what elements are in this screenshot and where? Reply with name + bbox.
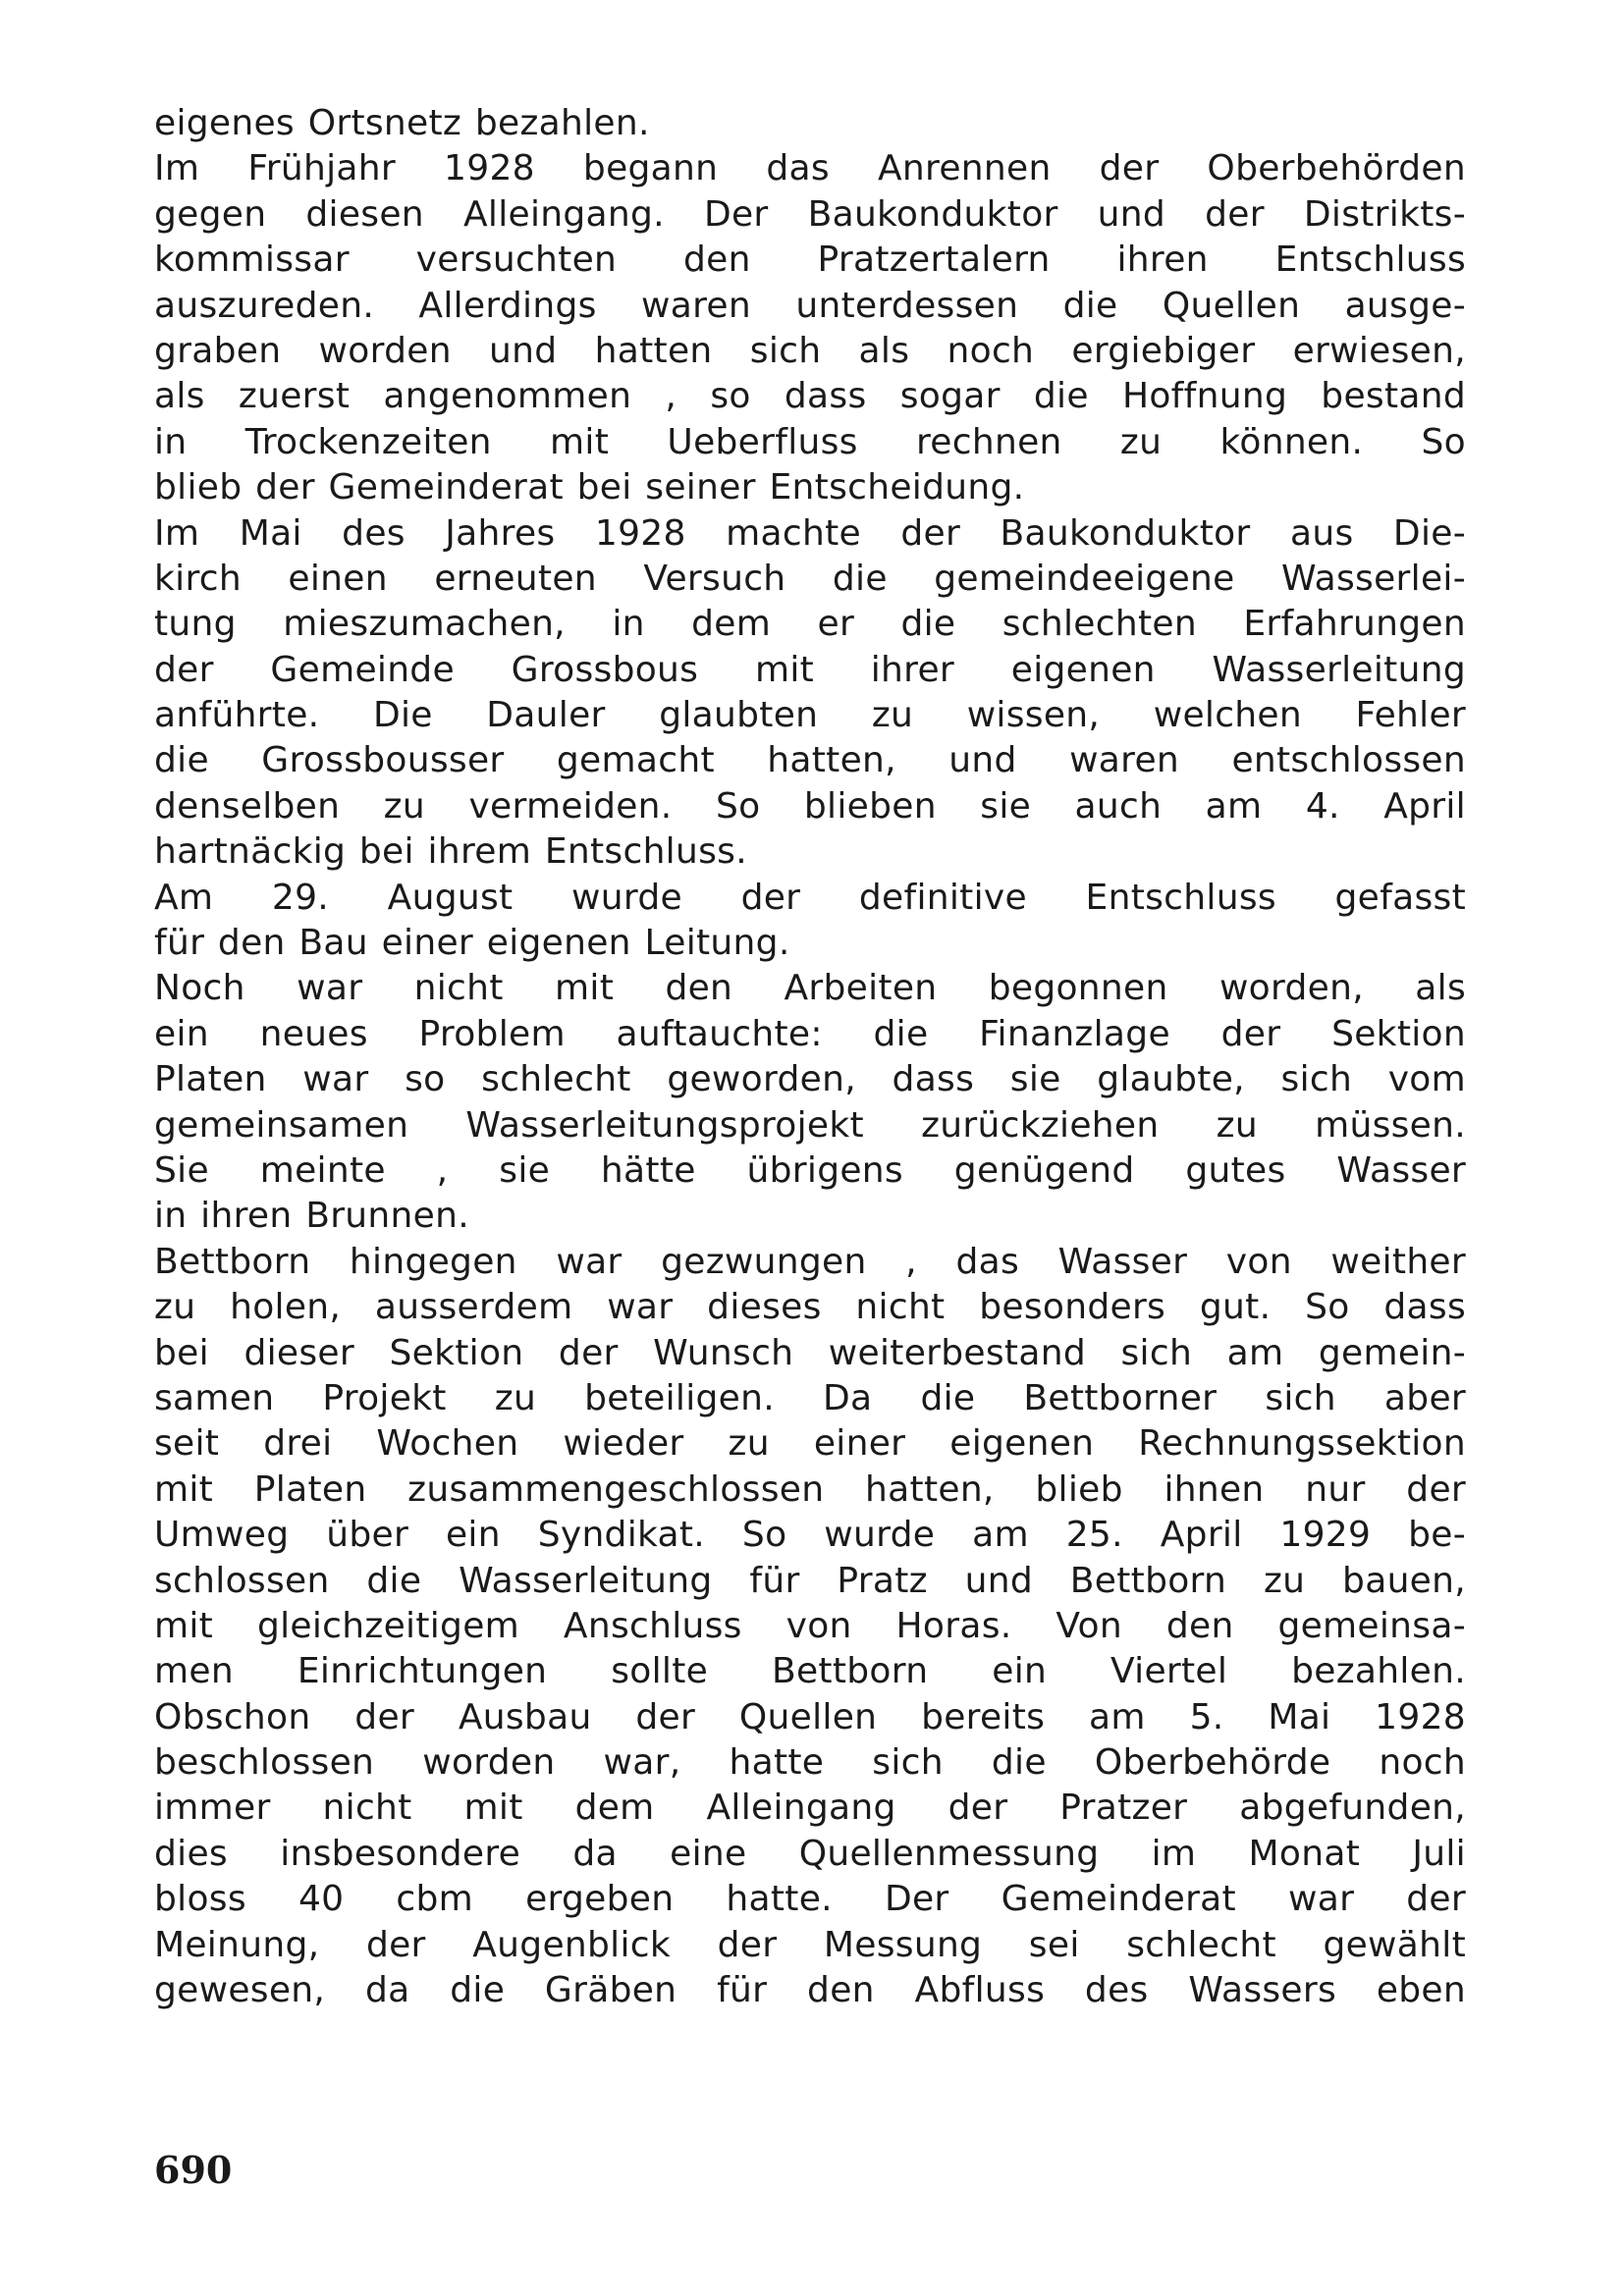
text-line: kommissar versuchten den Pratzertalern ihren Entschluss [154,240,1466,281]
text-line: Platen war so schlecht geworden, dass sie glaubte, sich vom [154,1059,1466,1100]
text-line: gegen diesen Alleingang. Der Baukonduktor und der Distrikts- [154,193,1466,235]
text-line: anführte. Die Dauler glaubten zu wissen, welchen Fehler [154,695,1466,736]
text-line: denselben zu vermeiden. So blieben sie auch am 4. April [154,785,1466,827]
body-text [154,101,1466,2013]
text-line: mit gleichzeitigem Anschluss von Horas. Von den gemeinsa- [154,1605,1466,1646]
page-number: 690 [154,2148,233,2192]
text-line: als zuerst angenommen , so dass sogar die Hoffnung bestand [154,376,1466,417]
text-line: bei dieser Sektion der Wunsch weiterbestand sich am gemein- [154,1332,1466,1373]
text-line: eigenes Ortsnetz bezahlen. [154,103,650,143]
text-line: dies insbesondere da eine Quellenmessung im Monat Juli [154,1833,1466,1874]
text-line: Noch war nicht mit den Arbeiten begonnen worden, als [154,968,1466,1009]
text-line: für den Bau einer eigenen Leitung. [154,923,790,964]
text-line: Im Frühjahr 1928 begann das Anrennen der Oberbehörden [154,148,1466,189]
text-line: hartnäckig bei ihrem Entschluss. [154,831,747,873]
text-line: in ihren Brunnen. [154,1196,469,1237]
text-line: graben worden und hatten sich als noch ergiebiger erwiesen, [154,330,1466,371]
text-line: blieb der Gemeinderat bei seiner Entscheidung. [154,467,1025,508]
text-line: gemeinsamen Wasserleitungsprojekt zurückziehen zu müssen. [154,1104,1466,1146]
text-line: immer nicht mit dem Alleingang der Pratzer abgefunden, [154,1788,1466,1829]
text-line: auszureden. Allerdings waren unterdessen die Quellen ausge- [154,285,1466,326]
text-line: beschlossen worden war, hatte sich die Oberbehörde noch [154,1742,1466,1784]
text-line: gewesen, da die Gräben für den Abfluss des Wassers eben [154,1970,1466,2011]
text-line: Meinung, der Augenblick der Messung sei schlecht gewählt [154,1924,1466,1965]
text-line: men Einrichtungen sollte Bettborn ein Viertel bezahlen. [154,1651,1466,1692]
text-line: Im Mai des Jahres 1928 machte der Baukonduktor aus Die- [154,512,1466,554]
text-line: bloss 40 cbm ergeben hatte. Der Gemeinderat war der [154,1879,1466,1920]
text-line: Umweg über ein Syndikat. So wurde am 25. April 1929 be- [154,1515,1466,1556]
text-line: kirch einen erneuten Versuch die gemeindeeigene Wasserlei- [154,558,1466,599]
text-line: der Gemeinde Grossbous mit ihrer eigenen Wasserleitung [154,649,1466,690]
text-line: zu holen, ausserdem war dieses nicht besonders gut. So dass [154,1287,1466,1328]
text-line: samen Projekt zu beteiligen. Da die Bettborner sich aber [154,1377,1466,1418]
text-line: ein neues Problem auftauchte: die Finanzlage der Sektion [154,1013,1466,1054]
text-line: seit drei Wochen wieder zu einer eigenen Rechnungssektion [154,1423,1466,1465]
text-line: die Grossbousser gemacht hatten, und waren entschlossen [154,740,1466,781]
text-line: in Trockenzeiten mit Ueberfluss rechnen zu können. So [154,421,1466,462]
text-line: tung mieszumachen, in dem er die schlechten Erfahrungen [154,604,1466,645]
text-line: schlossen die Wasserleitung für Pratz und Bettborn zu bauen, [154,1560,1466,1601]
text-line: Obschon der Ausbau der Quellen bereits am 5. Mai 1928 [154,1696,1466,1737]
text-line: mit Platen zusammengeschlossen hatten, blieb ihnen nur der [154,1468,1466,1510]
text-line: Am 29. August wurde der definitive Entschluss gefasst [154,877,1466,918]
text-line: Sie meinte , sie hätte übrigens genügend gutes Wasser [154,1149,1466,1191]
text-line: Bettborn hingegen war gezwungen , das Wasser von weither [154,1241,1466,1282]
